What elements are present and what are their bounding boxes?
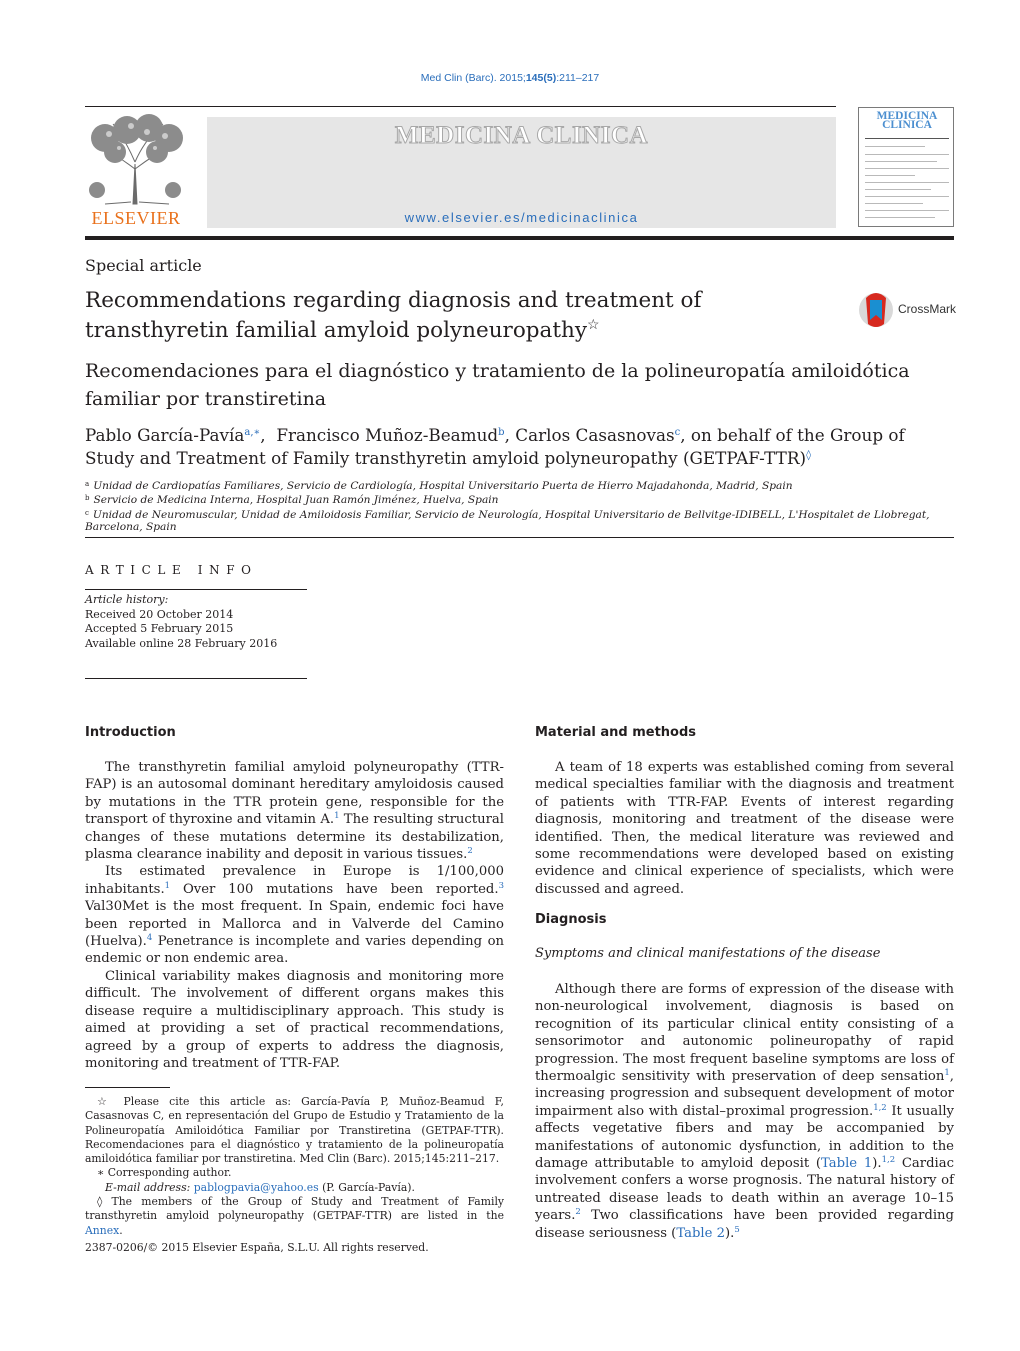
reference-link[interactable]: 2 <box>467 846 473 857</box>
journal-url[interactable]: www.elsevier.es/medicinaclinica <box>404 210 639 225</box>
email-footnote: E-mail address: pablogpavia@yahoo.es (P. García-Pavía). <box>105 1180 415 1194</box>
article-title-english: Recommendations regarding diagnosis and treatment of transthyretin familial amyloid polyneuropathy☆ <box>85 288 702 343</box>
author-email-link[interactable]: pablogpavia@yahoo.es <box>193 1180 319 1194</box>
paragraph: Its estimated prevalence in Europe is 1/100,000 inhabitants.$^1$ Over 100 mutations have been reported.$^3$ Val30Met is the most frequent. In Spain, endemic foci have been reported in Mallorca and in Valverde del Camino (Huelva).$^4$ Penetrance is incomplete and varies depending on endemic or non endemic area. <box>85 864 504 967</box>
cover-text-line <box>865 189 931 190</box>
paragraph: Clinical variability makes diagnosis and monitoring more difficult. The involvement of different organs makes this disease require a multidisciplinary approach. This study is aimed at providing a set of practical recommendations, agreed by a group of experts to address the diagnosis, monitoring and treatment of TTR-FAP. <box>85 968 504 1071</box>
author-name: Pablo García-Pavía <box>85 425 245 445</box>
affiliation-key: a <box>85 480 90 488</box>
journal-citation[interactable]: Med Clin (Barc). 2015;145(5):211–217 <box>420 72 600 84</box>
author-affiliation-mark[interactable]: b <box>498 427 505 438</box>
reference-link[interactable]: 1,2 <box>873 1102 887 1113</box>
introduction-body <box>85 759 504 1072</box>
history-label: Article history: <box>85 593 169 606</box>
methods-body <box>535 759 954 898</box>
cover-text-line <box>865 168 949 169</box>
cover-text-line <box>865 217 935 218</box>
footnotes <box>85 1095 504 1238</box>
reference-link[interactable]: 1 <box>164 880 171 891</box>
author-list: Pablo García-Pavía$^{a,∗}$, Francisco Muñoz-Beamud$^b$, Carlos Casasnovas$^c$, on behalf of the Group of Study and Treatment of Family transthyretin amyloid polyneuropathy (GETPAF-TTR)◊ <box>85 425 905 468</box>
paragraph: A team of 18 experts was established coming from several medical specialties familiar with the diagnosis and treatment of patients with TTR-FAP. Events of interest regarding diagnosis, monitoring and treatment of the disease were identified. Then, the medical literature was reviewed and some recommendations were developed based on existing evidence and clinical experience of specialists, which were discussed and agreed. <box>535 760 954 897</box>
affiliation: $^a$ Unidad de Cardiopatías Familiares, Servicio de Cardiología, Hospital Universitario Puerta de Hierro Majadahonda, Madrid, Spain <box>85 480 793 492</box>
article-type: Special article <box>85 256 202 275</box>
author-affiliation-mark[interactable]: a,∗ <box>244 427 261 438</box>
affiliation-key: c <box>85 509 89 517</box>
section-rule <box>85 537 954 538</box>
author-group-mark[interactable]: ◊ <box>806 450 812 461</box>
table-2-link[interactable]: Table 2 <box>676 1225 726 1241</box>
accepted-date: Accepted 5 February 2015 <box>85 622 234 635</box>
header-thick-rule <box>85 236 954 240</box>
author-group: on behalf of the Group of Study and Treatment of Family transthyretin amyloid polyneuropathy (GETPAF-TTR) <box>85 425 905 468</box>
elsevier-wordmark: ELSEVIER <box>91 208 181 228</box>
reference-link[interactable]: 3 <box>498 880 504 891</box>
journal-cover-thumbnail[interactable] <box>858 107 954 227</box>
table-1-link[interactable]: Table 1 <box>821 1156 873 1172</box>
author-name: Francisco Muñoz-Beamud <box>276 425 499 445</box>
reference-link[interactable]: 5 <box>734 1224 740 1235</box>
article-history <box>85 593 307 651</box>
cover-text-line <box>865 196 949 197</box>
title-star-footnote-mark[interactable]: ☆ <box>587 317 600 333</box>
affiliation: $^c$ Unidad de Neuromuscular, Unidad de Amiloidosis Familiar, Servicio de Neurología, Hospital Universitario de Bellvitge-IDIBELL, L'Hospitalet de Llobregat, Barcelona, Spain <box>85 509 930 533</box>
cover-text-line <box>865 146 925 147</box>
article-title-spanish: Recomendaciones para el diagnóstico y tratamiento de la polineuropatía amiloidótica familiar por transtiretina <box>85 360 910 410</box>
affiliation: $^b$ Servicio de Medicina Interna, Hospital Juan Ramón Jiménez, Huelva, Spain <box>85 494 499 506</box>
group-footnote: ◊ The members of the Group of Study and Treatment of Family transthyretin amyloid polyneuropathy (GETPAF-TTR) are listed in the Annex. <box>85 1195 504 1237</box>
reference-link[interactable]: 1 <box>944 1068 950 1079</box>
section-heading-diagnosis: Diagnosis <box>535 912 607 927</box>
cover-text-line <box>865 210 949 211</box>
cover-text-line <box>865 203 923 204</box>
reference-link[interactable]: 2 <box>575 1207 581 1218</box>
cover-text-line <box>865 175 915 176</box>
reference-link[interactable]: 1 <box>334 811 340 822</box>
citation-footnote: ☆ Please cite this article as: García-Pavía P, Muñoz-Beamud F, Casasnovas C, en representación del Grupo de Estudio y Tratamiento de la Polineuropatía Amiloidótica Familiar por Transtiretina (GETPAF-TTR). Recomendaciones para el diagnóstico y tratamiento de la polineuropatía amiloidótica familiar por transtiretina. Med Clin (Barc). 2015;145:211–217. <box>85 1095 504 1166</box>
article-info-rule <box>85 589 307 590</box>
cover-text-line <box>865 161 937 162</box>
online-date: Available online 28 February 2016 <box>85 636 278 650</box>
paragraph: Although there are forms of expression of the disease with non-neurological involvement, diagnosis is based on recognition of its particular clinical entity consisting of a sensorimotor and autonomic polineuropathy of rapid progression. The most frequent baseline symptoms are loss of thermoalgic sensitivity with preservation of deep sensation$^1$, increasing progression and subsequent development of motor impairment also with distal–proximal progression.$^{1,2}$ It usually affects vegetative fibers and may be accompanied by manifestations of autonomic dysfunction, in addition to the damage attributable to amyloid deposit (Table 1).$^{1,2}$ Cardiac involvement confers a worse prognosis. The natural history of untreated disease leads to death within an average 10–15 years.$^2$ Two classifications have been provided regarding disease seriousness (Table 2).$^5$ <box>535 982 954 1241</box>
crossmark-badge[interactable]: CrossMark <box>858 290 956 330</box>
cover-text-line <box>865 182 949 183</box>
corresponding-author-footnote: ∗ Corresponding author. <box>97 1166 232 1180</box>
footnote-rule <box>85 1087 170 1088</box>
copyright-notice: 2387-0206/© 2015 Elsevier España, S.L.U. All rights reserved. <box>85 1241 429 1254</box>
author-affiliation-mark[interactable]: c <box>674 427 681 438</box>
annex-link[interactable]: Annex <box>85 1223 120 1237</box>
paragraph: The transthyretin familial amyloid polyneuropathy (TTR-FAP) is an autosomal dominant hereditary amyloidosis caused by mutations in the TTR protein gene, responsible for the transport of thyroxine and vitamin A.$^1$ The resulting structural changes of these mutations determine its destabilization, plasma clearance inability and deposit in various tissues.$^2$ <box>85 760 504 863</box>
cover-title: MEDICINA CLINICA <box>876 110 938 131</box>
author-name: Carlos Casasnovas <box>515 425 675 445</box>
crossmark-icon <box>858 290 896 330</box>
diagnosis-body <box>535 981 954 1242</box>
article-info-rule <box>85 678 307 679</box>
reference-link[interactable]: 4 <box>146 933 153 944</box>
journal-title: MEDICINA CLINICA <box>394 122 649 149</box>
header-rule <box>85 106 836 107</box>
reference-link[interactable]: 1,2 <box>881 1155 896 1166</box>
cover-rule <box>865 138 949 139</box>
section-heading-introduction: Introduction <box>85 725 176 740</box>
cover-text-line <box>865 154 949 155</box>
affiliation-key: b <box>85 494 90 502</box>
received-date: Received 20 October 2014 <box>85 607 234 621</box>
subsection-heading-symptoms: Symptoms and clinical manifestations of the disease <box>535 946 881 961</box>
section-heading-methods: Material and methods <box>535 725 697 740</box>
article-info-heading: ARTICLE INFO <box>85 563 258 577</box>
